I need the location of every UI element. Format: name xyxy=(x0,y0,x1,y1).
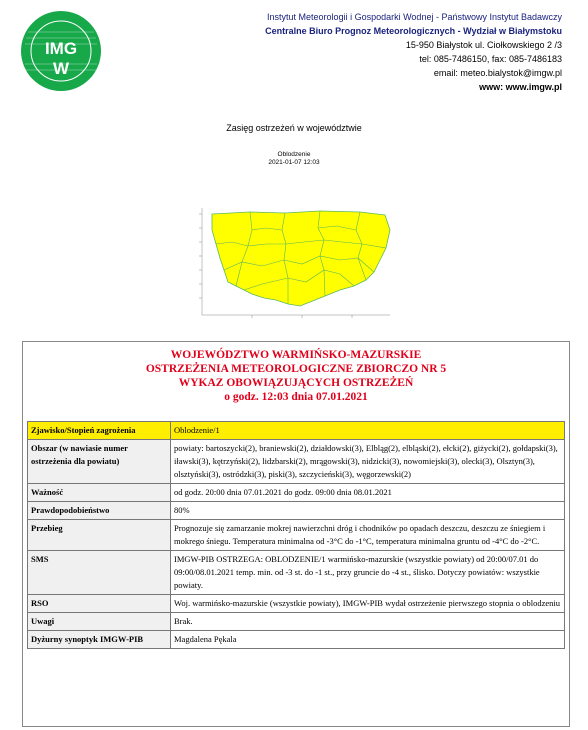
table-row xyxy=(28,631,565,649)
table-row xyxy=(28,595,565,613)
report-number: OSTRZEŻENIA METEOROLOGICZNE ZBIORCZO NR 5 xyxy=(145,363,447,375)
row-value: powiaty: bartoszycki(2), braniewski(2), działdowski(3), Elbląg(2), elbląski(2), ełcki(2), giżycki(2), gołdapski(3), iławski(3), kętrzyński(2), lidzbarski(2), mrągowski(3), nidzicki(3), nowomiejski(3), olecki(3), Olsztyn(3), olsztyński(3), ostródzki(3), piski(3), szczycieński(3), węgorzewski(2) xyxy=(171,440,565,484)
header-phone: tel: 085-7486150, fax: 085-7486183 xyxy=(419,54,562,64)
report-time: o godz. 12:03 dnia 07.01.2021 xyxy=(224,391,368,403)
row-label: Ważność xyxy=(28,484,171,502)
header-line1: Instytut Meteorologii i Gospodarki Wodnej - Państwowy Instytut Badawczy xyxy=(267,12,562,22)
row-label: RSO xyxy=(28,595,171,613)
header-line2: Centralne Biuro Prognoz Meteorologicznych - Wydział w Białymstoku xyxy=(265,26,562,36)
section-heading: Zasięg ostrzeżeń w województwie xyxy=(226,123,362,133)
table-row xyxy=(28,613,565,631)
header-www[interactable]: www: www.imgw.pl xyxy=(479,82,562,92)
row-label: Przebieg xyxy=(28,520,171,551)
header-email[interactable]: email: meteo.bialystok@imgw.pl xyxy=(433,68,562,78)
map-caption xyxy=(0,151,588,167)
report-subtitle: WYKAZ OBOWIĄZUJĄCYCH OSTRZEŻEŃ xyxy=(178,377,414,389)
report-title xyxy=(23,348,569,404)
row-value: 80% xyxy=(171,502,565,520)
row-value: Magdalena Pękala xyxy=(171,631,565,649)
logo-text-top: IMG xyxy=(44,39,78,58)
header-address: 15-950 Białystok ul. Ciołkowskiego 2 /3 xyxy=(405,40,562,50)
row-label: Obszar (w nawiasie numer ostrzeżenia dla powiatu) xyxy=(28,440,171,484)
row-value: Woj. warmińsko-mazurskie (wszystkie powiaty), IMGW-PIB wydał ostrzeżenie pierwszego stopnia o oblodzeniu xyxy=(171,595,565,613)
row-value: IMGW-PIB OSTRZEGA: OBLODZENIE/1 warmińsko-mazurskie (wszystkie powiaty) od 20:00/07.01 do 09:00/08.01.2021 temp. min. od -3 st. do -1 st., przy gruncie do -4 st., ślisko. Dotyczy powiatów: wszystkie powiaty. xyxy=(171,551,565,595)
row-label: SMS xyxy=(28,551,171,595)
map-caption-date: 2021-01-07 12:03 xyxy=(268,159,320,166)
table-row xyxy=(28,520,565,551)
institute-header xyxy=(162,10,562,94)
warning-report xyxy=(22,341,570,727)
row-label: Prawdopodobieństwo xyxy=(28,502,171,520)
table-row xyxy=(28,502,565,520)
map-caption-title: Oblodzenie xyxy=(277,151,311,158)
report-region: WOJEWÓDZTWO WARMIŃSKO-MAZURSKIE xyxy=(170,349,422,361)
table-row xyxy=(28,440,565,484)
table-row xyxy=(28,484,565,502)
table-row xyxy=(28,551,565,595)
logo-text-bottom: W xyxy=(52,59,70,78)
warning-table xyxy=(27,421,565,649)
imgw-logo xyxy=(20,10,102,92)
row-value: od godz. 20:00 dnia 07.01.2021 do godz. 09:00 dnia 08.01.2021 xyxy=(171,484,565,502)
row-value: Brak. xyxy=(171,613,565,631)
row-label: Zjawisko/Stopień zagrożenia xyxy=(28,422,171,440)
row-label: Dyżurny synoptyk IMGW-PIB xyxy=(28,631,171,649)
table-row xyxy=(28,422,565,440)
row-value: Oblodzenie/1 xyxy=(171,422,565,440)
row-label: Uwagi xyxy=(28,613,171,631)
row-value: Prognozuje się zamarzanie mokrej nawierzchni dróg i chodników po opadach deszczu, deszczu ze śniegiem i mokrego śniegu. Temperatura minimalna od -3°C do -1°C, temperatura minimalna gruntu od -4°C do -2°C. xyxy=(171,520,565,551)
warning-map xyxy=(190,200,400,326)
